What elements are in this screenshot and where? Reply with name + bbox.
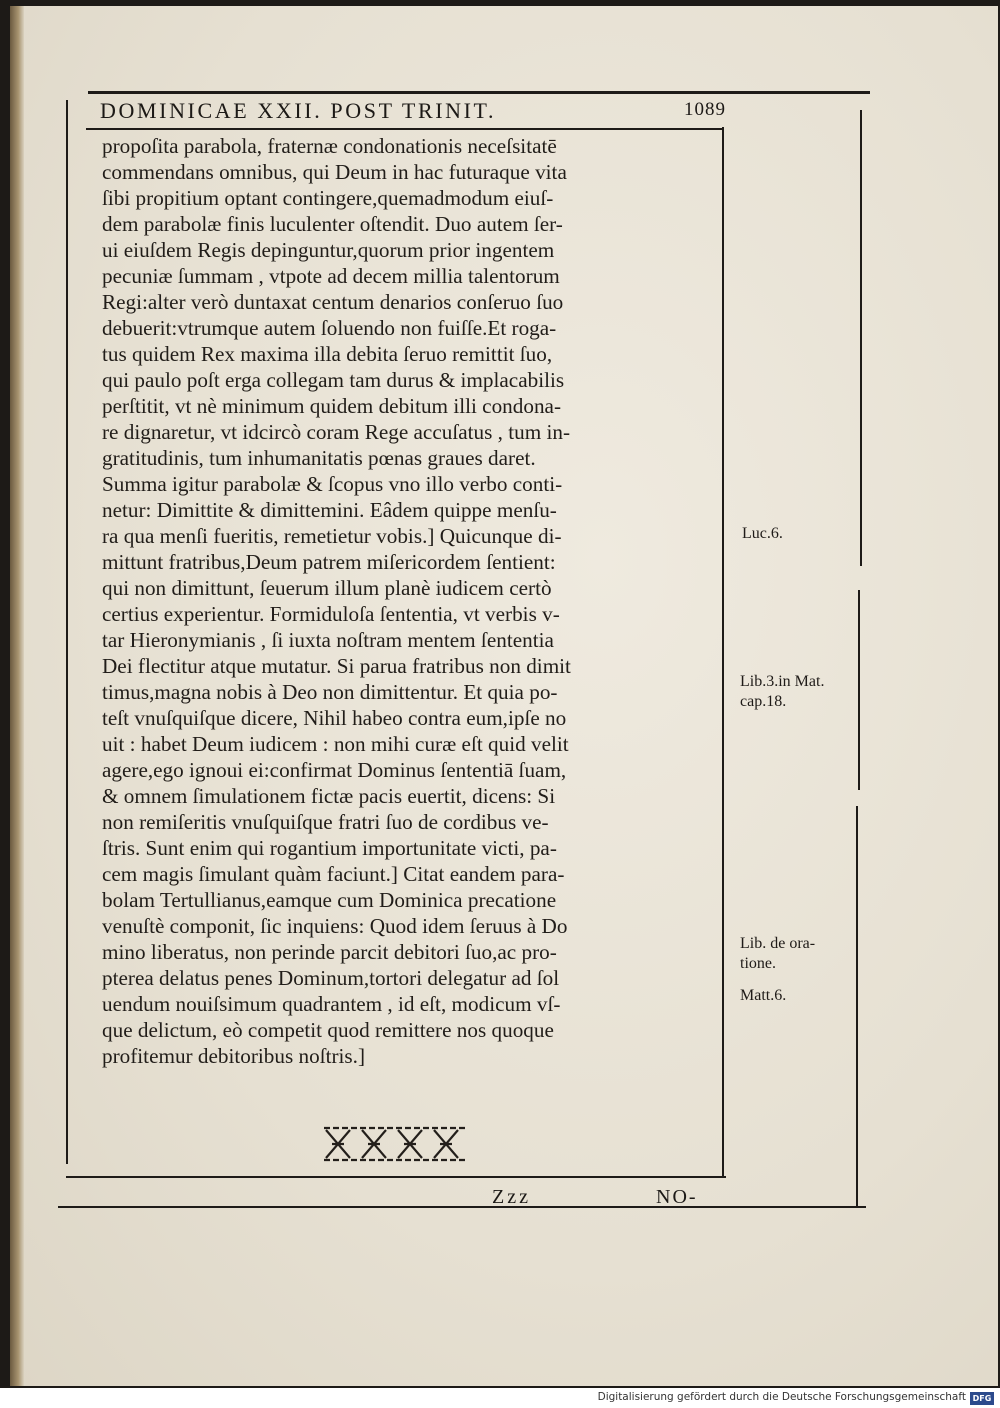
dfg-logo: DFG [970,1392,994,1405]
text-line: cem magis ſimulant quàm faciunt.] Citat eandem para- [102,862,565,886]
margin-note-luc [742,524,783,544]
text-line: netur: Dimittite & dimittemini. Eâdem quippe menſu- [102,498,557,522]
margin-note-tertullian-line-2: tione. [740,955,776,972]
text-line: ra qua menſi fueritis, remetietur vobis.] Quicunque di- [102,524,562,548]
margin-note-matt [740,986,786,1006]
footer-rule [58,1206,866,1208]
text-line: ſibi propitium optant contingere,quemadmodum eiuſ- [102,186,554,210]
text-line: re dignaretur, vt idcircò coram Rege accuſatus , tum in- [102,420,571,444]
text-line: commendans omnibus, qui Deum in hac futuraque vita [102,160,567,184]
text-line: tus quidem Rex maxima illa debita ſeruo remittit ſuo, [102,342,553,366]
margin-rule-2 [858,590,860,790]
text-line: Dei flectitur atque mutatur. Si parua fratribus non dimit [102,654,571,678]
header-rule [86,128,722,130]
text-line: ſtris. Sunt enim qui rogantium importunitate victi, pa- [102,836,557,860]
margin-rule-3 [856,806,858,1206]
page-number: 1089 [684,99,726,120]
book-spine-edge [10,6,24,1386]
text-line: & omnem ſimulationem fictæ pacis euertit, dicens: Si [102,784,556,808]
text-line: non remiſeritis vnuſquiſque fratri ſuo de cordibus ve- [102,810,549,834]
text-line: tar Hieronymianis , ſi iuxta noſtram mentem ſententia [102,628,554,652]
text-line: mittunt fratribus,Deum patrem miſericordem ſentient: [102,550,556,574]
text-line: dem parabolæ finis luculenter oſtendit. Duo autem ſer- [102,212,563,236]
signature-mark: Zzz [492,1186,531,1208]
margin-note-tertullian [740,934,815,974]
text-line: pecuniæ ſummam , vtpote ad decem millia talentorum [102,264,560,288]
text-line: gratitudinis, tum inhumanitatis pœnas graues daret. [102,446,536,470]
margin-note-hieronymus-line-1: Lib.3.in Mat. [740,673,825,690]
margin-note-tertullian-line-1: Lib. de ora- [740,935,816,952]
text-line: que delictum, eò competit quod remittere nos quoque [102,1018,554,1042]
text-line: pterea delatus penes Dominum,tortori delegatur ad ſol [102,966,560,990]
top-rule [88,91,870,94]
text-line: timus,magna nobis à Deo non dimittentur. Et quia po- [102,680,558,704]
margin-note-hieronymus-line-2: cap.18. [740,693,787,710]
running-header [100,96,740,126]
printers-ornament [322,1122,470,1166]
text-line: venuſtè componit, ſic inquiens: Quod idem ſeruus à Do [102,914,568,938]
text-line: mino liberatus, non perinde parcit debitori ſuo,ac pro- [102,940,557,964]
bottom-frame-rule [66,1176,726,1178]
text-line: qui non dimittunt, ſeuerum illum planè iudicem certò [102,576,552,600]
text-line: ui eiuſdem Regis depinguntur,quorum prior ingentem [102,238,555,262]
text-line: qui paulo poſt erga collegam tam durus & implacabilis [102,368,565,392]
running-title: DOMINICAE XXII. POST TRINIT. [100,98,497,123]
text-line: profitemur debitoribus noſtris.] [102,1044,366,1068]
text-line: Summa igitur parabolæ & ſcopus vno illo verbo conti- [102,472,563,496]
text-line: debuerit:vtrumque autem ſoluendo non fuiſſe.Et roga- [102,316,557,340]
text-line: certius experientur. Formiduloſa ſententia, vt verbis v- [102,602,560,626]
margin-note-luc-text: Luc.6. [742,525,783,542]
margin-note-hieronymus [740,672,824,712]
text-line: Regi:alter verò duntaxat centum denarios conſeruo ſuo [102,290,564,314]
text-line: teſt vnuſquiſque dicere, Nihil habeo contra eum,ipſe no [102,706,567,730]
text-line: perſtitit, vt nè minimum quidem debitum illi condona- [102,394,561,418]
main-column-right-rule [722,127,724,1177]
catchword: NO- [656,1186,698,1208]
text-line: uendum nouiſsimum quadrantem , id eſt, modicum vſ- [102,992,561,1016]
body-text [102,133,702,1069]
margin-rule-1 [860,110,862,566]
left-frame-rule [66,100,68,1164]
text-line: uit : habet Deum iudicem : non mihi curæ eſt quid velit [102,732,569,756]
text-line: propoſita parabola, fraternæ condonationis neceſsitatē [102,134,557,158]
digitization-credit: Digitalisierung gefördert durch die Deutsche Forschungsgemeinschaft [597,1391,966,1403]
margin-note-matt-text: Matt.6. [740,987,787,1004]
text-line: bolam Tertullianus,eamque cum Dominica precatione [102,888,557,912]
text-line: agere,ego ignoui ei:confirmat Dominus ſententiā ſuam, [102,758,567,782]
